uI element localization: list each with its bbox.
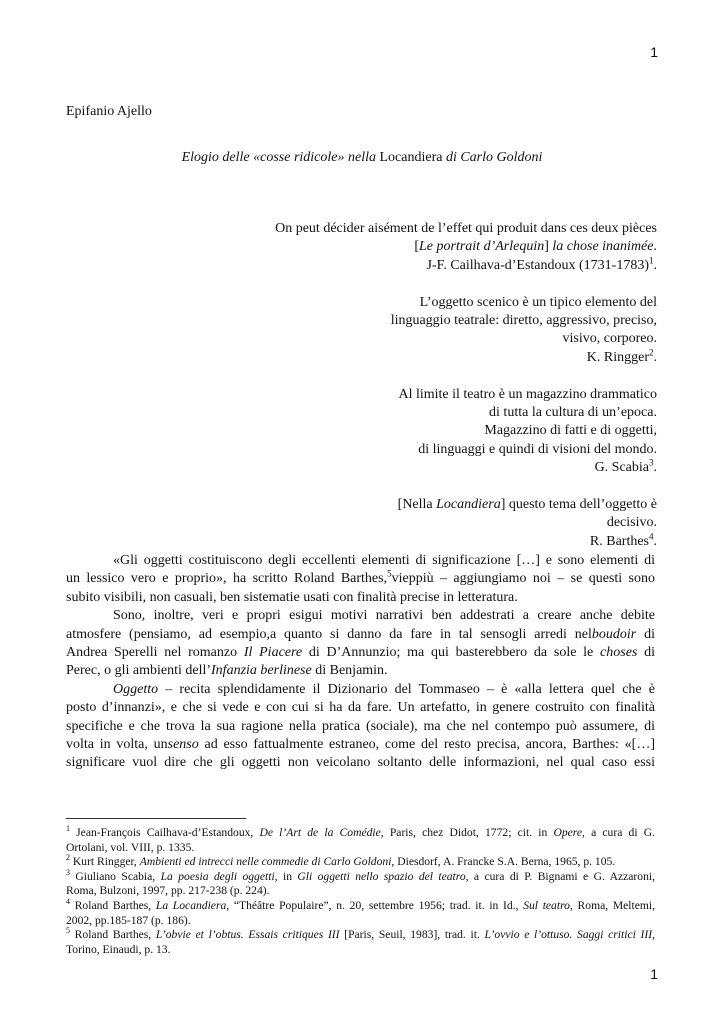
fn-span: Kurt Ringger, — [70, 855, 140, 869]
fn-span: , Diesdorf, A. Francke S.A. Berna, 1965, p. 105. — [391, 855, 616, 869]
body-text — [66, 552, 655, 773]
footnote-line — [66, 899, 655, 914]
fn-span: , a cura di G. — [582, 826, 655, 839]
body-line: «Gli oggetti costituiscono degli eccellenti elementi di significazione […] e sono elementi di — [113, 553, 655, 568]
body-line — [66, 626, 655, 644]
epigraph-italic: Locandiera — [436, 497, 501, 513]
title-part-1: Elogio delle «cosse ridicole» nella — [181, 150, 380, 165]
footnote-line: Ortolani, vol. VIII, p. 1335. — [66, 840, 195, 854]
body-line — [66, 662, 655, 680]
attribution-text: G. Scabia — [594, 460, 649, 476]
fn-italic: La Locandiera — [155, 898, 227, 912]
attribution-text: R. Barthes — [589, 533, 649, 549]
epigraph-line: On peut décider aisément de l’effet qui produit dans ces deux pièces — [275, 221, 657, 236]
fn-span: , in — [274, 869, 298, 883]
epigraph-line: L’oggetto scenico è un tipico elemento del — [419, 294, 657, 310]
epigraph-line — [97, 238, 657, 256]
epigraph-line: decisivo. — [606, 515, 657, 531]
body-span: Perec, o gli ambienti dell’ — [66, 663, 212, 679]
page-number-bottom: 1 — [650, 966, 658, 982]
epigraph-text: [ — [414, 239, 419, 255]
essay-title — [66, 150, 658, 166]
epigraphs — [97, 220, 657, 570]
body-span: atmosfere (pensiamo, ad esempio,a quanto si danno da fare in tal sensogli arredi nel — [66, 626, 592, 642]
footnote-ref-5[interactable]: 5 — [387, 568, 392, 579]
footnote-line — [66, 855, 655, 870]
fn-italic: Opere — [553, 826, 582, 839]
attribution-text: K. Ringger — [586, 349, 649, 365]
body-italic: Infanzia berlinese — [211, 663, 312, 679]
body-line — [66, 681, 655, 699]
fn-italic: Ambienti ed intrecci nelle commedie di Carlo Goldoni — [139, 855, 392, 869]
body-line: Sono, inoltre, veri e propri esigui motivi narrativi ben addestrati a creare anche debite — [113, 608, 655, 624]
epigraph-cailhava — [97, 220, 657, 275]
attribution-text: . — [653, 533, 657, 549]
body-italic: senso — [167, 736, 199, 752]
title-part-3: di Carlo Goldoni — [442, 150, 543, 165]
attribution-text: . — [653, 349, 657, 365]
fn-span: [Paris, Seuil, 1983], trad. it. — [339, 928, 485, 942]
fn-italic: Sul teatro — [523, 898, 570, 912]
body-span: un lessico vero e proprio», ha scritto Roland Barthes, — [66, 571, 388, 587]
epigraph-scabia — [97, 386, 657, 478]
fn-italic: Gli oggetti nello spazio del teatro — [297, 869, 466, 883]
body-line: subito visibili, non casuali, ben sistematie usati con finalità precise in letteratura. — [66, 589, 518, 605]
epigraph-line: linguaggio teatrale: diretto, aggressivo, preciso, — [390, 313, 657, 329]
attribution-text: . — [653, 257, 657, 273]
epigraph-ringger — [97, 294, 657, 368]
epigraph-line: Magazzino di fatti e di oggetti, — [484, 423, 657, 439]
fn-span: Roland Barthes, — [70, 898, 156, 912]
epigraph-attribution — [97, 257, 657, 275]
footnote-line — [66, 867, 655, 885]
footnotes — [66, 826, 655, 957]
footnote-4 — [66, 899, 655, 928]
body-span: vieppiù – aggiungiamo noi – se questi sono — [391, 571, 656, 587]
footnote-number: 5 — [66, 926, 70, 936]
footnote-3 — [66, 867, 655, 899]
fn-span: , “Théâtre Populaire”, n. 20, settembre 1956; trad. it. in Id., — [226, 898, 524, 912]
footnote-line — [66, 928, 655, 943]
body-italic: Il Piacere — [243, 644, 303, 660]
body-span: di D’Annunzio; ma qui basterebbero da sole le — [302, 644, 601, 660]
epigraph-attribution — [97, 459, 657, 477]
body-line: specifiche e che trova la sua ragione nella pratica (sociale), ma che nel contempo può assumere, di — [66, 718, 655, 734]
body-span: di — [637, 644, 655, 660]
footnote-number: 2 — [66, 853, 70, 863]
epigraph-italic: la chose inanimée — [552, 239, 654, 255]
footnote-line: Roma, Bulzoni, 1997, pp. 217-238 (p. 224). — [66, 884, 270, 898]
footnote-number: 1 — [66, 824, 70, 834]
fn-span: Giuliano Scabia, — [70, 869, 161, 883]
fn-span: , a cura di P. Bignami e G. Azzaroni, — [465, 869, 655, 883]
body-span: di — [636, 626, 655, 642]
fn-italic: L’ovvio e l’ottuso. Saggi critici III — [484, 928, 653, 942]
fn-italic: L’obvie et l’obtus. Essais critiques III — [155, 928, 340, 942]
body-span: Andrea Sperelli nel romanzo — [66, 644, 244, 660]
footnote-ref-3[interactable]: 3 — [649, 457, 654, 468]
footnote-2 — [66, 855, 655, 870]
fn-italic: La poesia degli oggetti — [160, 869, 275, 883]
epigraph-text: [Nella — [397, 497, 437, 513]
fn-italic: De l’Art de la Comédie — [259, 826, 381, 839]
epigraph-text: ] questo tema dell’oggetto è — [500, 497, 657, 513]
footnote-5 — [66, 928, 655, 957]
footnote-number: 4 — [66, 897, 70, 907]
footnote-line — [66, 826, 655, 841]
attribution-text: J-F. Cailhava-d’Estandoux (1731-1783) — [426, 257, 649, 273]
fn-span: , — [652, 928, 655, 942]
attribution-text: . — [653, 460, 657, 476]
body-span: di Benjamin. — [311, 663, 388, 679]
title-part-2: Locandiera — [379, 150, 443, 165]
epigraph-line: di tutta la cultura di un’epoca. — [489, 405, 657, 421]
fn-span: Roland Barthes, — [70, 928, 156, 942]
epigraph-attribution — [97, 349, 657, 367]
body-span: volta in volta, un — [66, 736, 168, 752]
footnote-1 — [66, 826, 655, 855]
body-span: – recita splendidamente il Dizionario del Tommaseo – è «alla lettera quel che è — [158, 681, 655, 697]
epigraph-attribution — [97, 533, 657, 551]
author-name: Epifanio Ajello — [66, 104, 152, 119]
epigraph-line — [97, 496, 657, 514]
footnote-ref-4[interactable]: 4 — [649, 531, 654, 542]
footnote-number: 3 — [66, 867, 70, 877]
body-italic: Oggetto — [113, 681, 159, 697]
epigraph-text: . — [653, 239, 657, 255]
footnote-line: Torino, Einaudi, p. 13. — [66, 942, 171, 956]
footnote-separator — [66, 818, 246, 819]
footnote-line: 2002, pp.185-187 (p. 186). — [66, 913, 191, 927]
body-span: ad esso fattualmente estraneo, come del resto precisa, ancora, Barthes: «[…] — [198, 736, 655, 752]
body-line — [66, 570, 655, 588]
body-line: posto d’innanzi», e che si vede e con cui si ha da fare. Un artefatto, in genere costruito con finalità — [66, 700, 655, 716]
epigraph-italic: Le portrait d’Arlequin — [419, 239, 545, 255]
body-line — [66, 736, 655, 754]
epigraph-barthes — [97, 496, 657, 551]
epigraph-line: visivo, corporeo. — [562, 331, 657, 347]
epigraph-text: ] — [544, 239, 553, 255]
body-line: significare vuol dire che gli oggetti non veicolano soltanto delle informazioni, nel qual caso essi — [66, 755, 655, 771]
body-italic: boudoir — [591, 626, 637, 642]
page-number-top: 1 — [650, 44, 658, 60]
body-line — [66, 644, 655, 662]
epigraph-line: Al limite il teatro è un magazzino drammatico — [398, 386, 657, 402]
epigraph-line: di linguaggi e quindi di visioni del mondo. — [418, 441, 657, 457]
body-italic: choses — [600, 644, 638, 660]
fn-span: , Roma, Meltemi, — [569, 898, 656, 912]
footnote-ref-1[interactable]: 1 — [649, 255, 654, 266]
footnote-ref-2[interactable]: 2 — [649, 347, 654, 358]
fn-span: , Paris, chez Didot, 1772; cit. in — [380, 826, 554, 839]
fn-span: Jean-François Cailhava-d’Estandoux, — [70, 826, 260, 839]
